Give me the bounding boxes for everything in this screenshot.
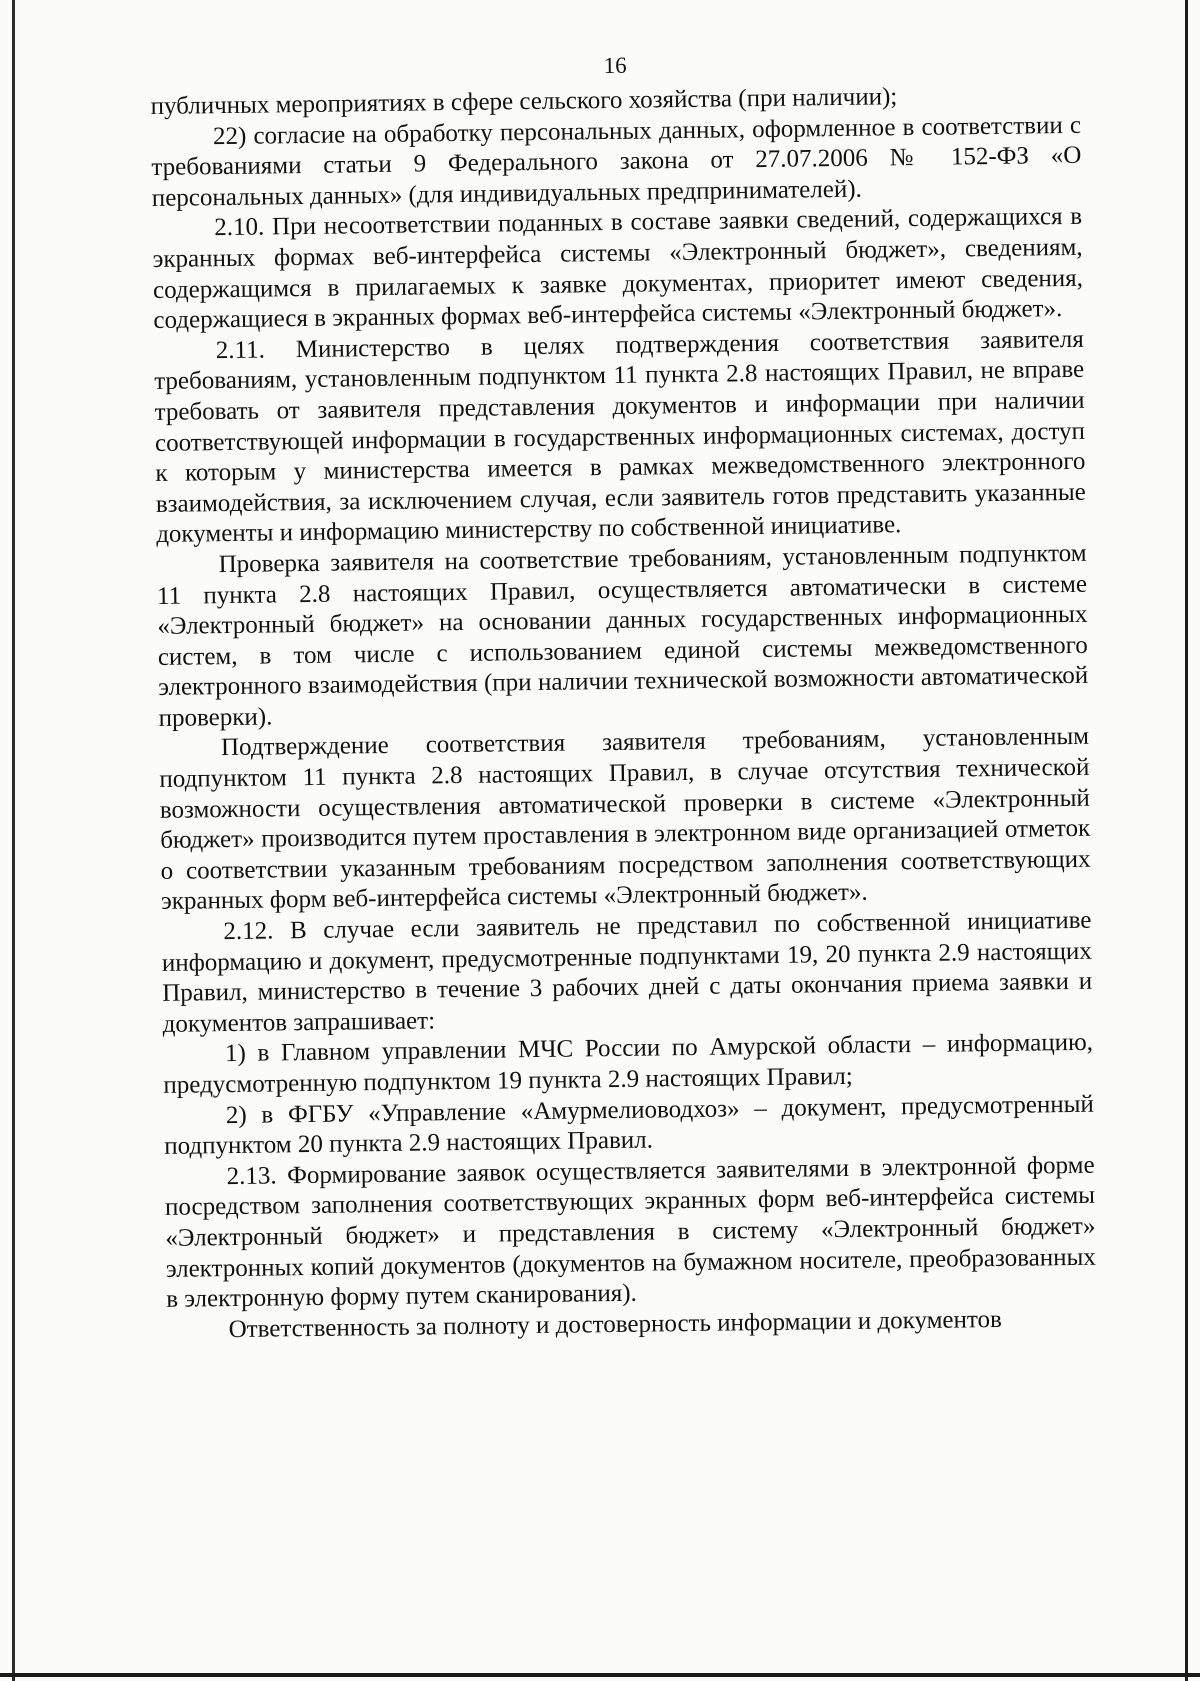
paragraph: Проверка заявителя на соответствие требованиям, установленным подпунктом 11 пункта 2.8 настоящих Правил, осуществляется автоматически в системе «Электронный бюджет» на основании данных государственных информационных систем, в том числе с использованием единой системы межведомственного электронного взаимодействия (при наличии технической возможности автоматической проверки).	[156, 539, 1089, 732]
document-body	[150, 46, 1097, 1346]
paragraph: 2.11. Министерство в целях подтверждения соответствия заявителя требованиям, установленным подпунктом 11 пункта 2.8 настоящих Правил, не вправе требовать от заявителя представления документов и информации при наличии соответствующей информации в государственных информационных системах, доступ к которым у министерства имеется в рамках межведомственного электронного взаимодействия, за исключением случая, если заявитель готов представить указанные документы и информацию министерству по собственной инициативе.	[154, 325, 1086, 549]
paragraph: 2.12. В случае если заявитель не представил по собственной инициативе информацию и документ, предусмотренные подпунктами 19, 20 пункта 2.9 настоящих Правил, министерство в течение 3 рабочих дней с даты окончания приема заявки и документов запрашивает:	[161, 906, 1093, 1038]
paragraph: 2.13. Формирование заявок осуществляется заявителями в электронной форме посредством заполнения соответствующих экранных форм веб-интерфейса системы «Электронный бюджет» и представления в систему «Электронный бюджет» электронных копий документов (документов на бумажном носителе, преобразованных в электронную форму путем сканирования).	[164, 1151, 1096, 1314]
paragraph: 1) в Главном управлении МЧС России по Амурской области – информацию, предусмотренную подпунктом 19 пункта 2.9 настоящих Правил;	[163, 1029, 1094, 1099]
scan-edge-right	[1185, 0, 1188, 1681]
paragraph-list	[150, 80, 1096, 1346]
paragraph: Подтверждение соответствия заявителя требованиям, установленным подпунктом 11 пункта 2.8 настоящих Правил, в случае отсутствия технической возможности осуществления автоматической проверки в системе «Электронный бюджет» производится путем проставления в электронном виде организацией отметок о соответствии указанным требованиям посредством заполнения соответствующих экранных форм веб-интерфейса системы «Электронный бюджет».	[159, 723, 1091, 916]
scan-edge-left	[12, 0, 15, 1681]
paragraph: публичных мероприятиях в сфере сельского хозяйства (при наличии);	[150, 83, 898, 120]
page-number: 16	[603, 52, 627, 79]
paragraph: 2) в ФГБУ «Управление «Амурмелиоводхоз» – документ, предусмотренный подпунктом 20 пункта 2.9 настоящих Правил.	[164, 1090, 1094, 1161]
paragraph: Ответственность за полноту и достоверность информации и документов	[228, 1305, 1003, 1343]
scan-edge-bottom	[0, 1673, 1200, 1677]
paragraph: 22) согласие на обработку персональных данных, оформленное в соответствии с требованиями статьи 9 Федерального закона от 27.07.2006 № 152-ФЗ «О персональных данных» (для индивидуальных предпринимателей).	[151, 111, 1082, 212]
paragraph: 2.10. При несоответствии поданных в составе заявки сведений, содержащихся в экранных формах веб-интерфейса системы «Электронный бюджет», сведениям, содержащимся в прилагаемых к заявке документах, приоритет имеют сведения, содержащиеся в экранных формах веб-интерфейса системы «Электронный бюджет».	[152, 203, 1084, 335]
